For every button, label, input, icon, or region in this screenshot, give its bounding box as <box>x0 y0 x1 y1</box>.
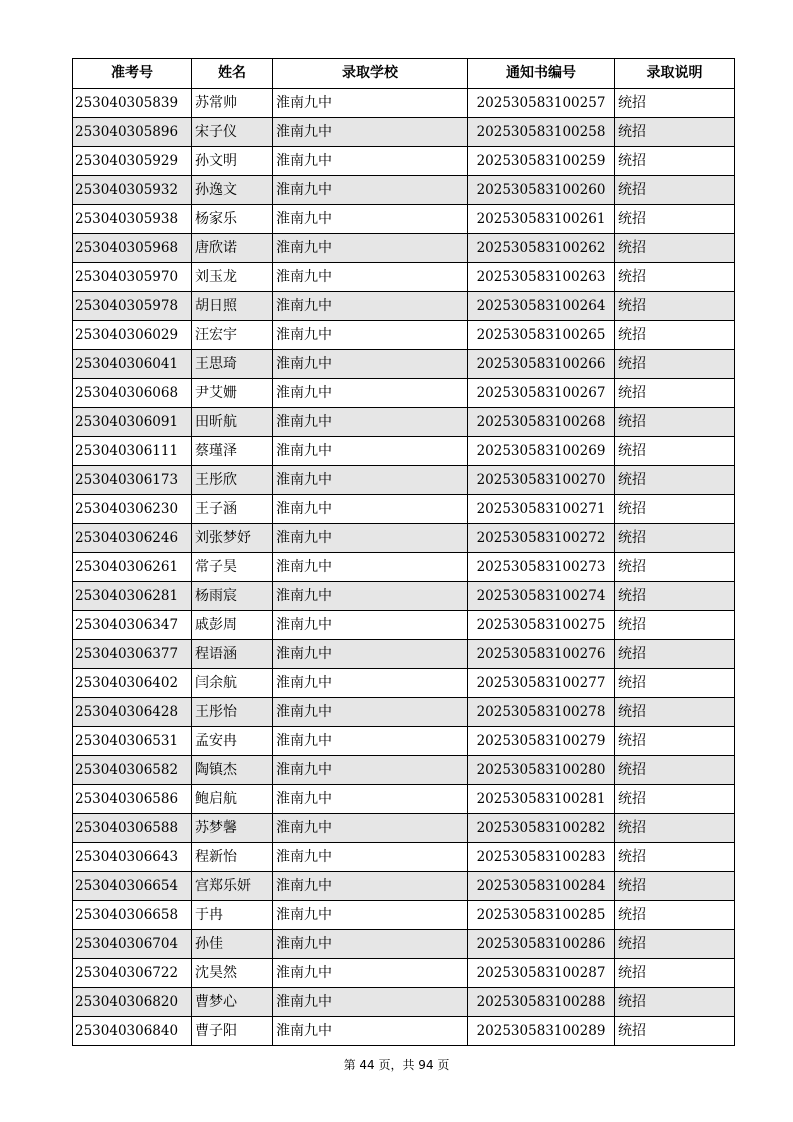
exam-number-cell: 253040305839 <box>73 89 192 118</box>
exam-number-cell: 253040305929 <box>73 147 192 176</box>
school-cell: 淮南九中 <box>273 263 468 292</box>
exam-number-cell: 253040306347 <box>73 611 192 640</box>
school-cell: 淮南九中 <box>273 814 468 843</box>
notice-number-cell: 202530583100288 <box>468 988 615 1017</box>
admission-note-cell: 统招 <box>615 640 735 669</box>
notice-number-cell: 202530583100276 <box>468 640 615 669</box>
notice-number-cell: 202530583100282 <box>468 814 615 843</box>
notice-number-cell: 202530583100274 <box>468 582 615 611</box>
name-cell: 刘张梦妤 <box>192 524 273 553</box>
school-cell: 淮南九中 <box>273 843 468 872</box>
admission-note-cell: 统招 <box>615 234 735 263</box>
name-cell: 戚彭周 <box>192 611 273 640</box>
school-cell: 淮南九中 <box>273 785 468 814</box>
notice-number-cell: 202530583100267 <box>468 379 615 408</box>
name-cell: 刘玉龙 <box>192 263 273 292</box>
name-cell: 孟安冉 <box>192 727 273 756</box>
name-cell: 杨雨宸 <box>192 582 273 611</box>
table-body <box>73 89 735 1046</box>
admission-note-cell: 统招 <box>615 582 735 611</box>
header-admission-note: 录取说明 <box>615 59 735 89</box>
table-row <box>73 553 735 582</box>
school-cell: 淮南九中 <box>273 89 468 118</box>
exam-number-cell: 253040306377 <box>73 640 192 669</box>
school-cell: 淮南九中 <box>273 640 468 669</box>
notice-number-cell: 202530583100264 <box>468 292 615 321</box>
table-row <box>73 698 735 727</box>
admission-table <box>72 58 735 1046</box>
table-row <box>73 437 735 466</box>
notice-number-cell: 202530583100266 <box>468 350 615 379</box>
school-cell: 淮南九中 <box>273 727 468 756</box>
table-row <box>73 147 735 176</box>
admission-note-cell: 统招 <box>615 988 735 1017</box>
table-header-row <box>73 59 735 89</box>
notice-number-cell: 202530583100269 <box>468 437 615 466</box>
school-cell: 淮南九中 <box>273 1017 468 1046</box>
admission-note-cell: 统招 <box>615 176 735 205</box>
exam-number-cell: 253040305978 <box>73 292 192 321</box>
exam-number-cell: 253040306820 <box>73 988 192 1017</box>
exam-number-cell: 253040306246 <box>73 524 192 553</box>
exam-number-cell: 253040306111 <box>73 437 192 466</box>
exam-number-cell: 253040306041 <box>73 350 192 379</box>
exam-number-cell: 253040306068 <box>73 379 192 408</box>
name-cell: 孙逸文 <box>192 176 273 205</box>
notice-number-cell: 202530583100261 <box>468 205 615 234</box>
school-cell: 淮南九中 <box>273 959 468 988</box>
admission-note-cell: 统招 <box>615 89 735 118</box>
notice-number-cell: 202530583100278 <box>468 698 615 727</box>
name-cell: 尹艾姗 <box>192 379 273 408</box>
admission-note-cell: 统招 <box>615 1017 735 1046</box>
name-cell: 苏梦馨 <box>192 814 273 843</box>
school-cell: 淮南九中 <box>273 495 468 524</box>
name-cell: 于冉 <box>192 901 273 930</box>
name-cell: 闫余航 <box>192 669 273 698</box>
school-cell: 淮南九中 <box>273 553 468 582</box>
school-cell: 淮南九中 <box>273 147 468 176</box>
table-row <box>73 263 735 292</box>
admission-note-cell: 统招 <box>615 524 735 553</box>
name-cell: 程语涵 <box>192 640 273 669</box>
exam-number-cell: 253040306091 <box>73 408 192 437</box>
notice-number-cell: 202530583100286 <box>468 930 615 959</box>
table-row <box>73 1017 735 1046</box>
admission-list <box>72 58 734 1046</box>
name-cell: 苏常帅 <box>192 89 273 118</box>
table-row <box>73 843 735 872</box>
school-cell: 淮南九中 <box>273 234 468 263</box>
admission-note-cell: 统招 <box>615 785 735 814</box>
name-cell: 程新怡 <box>192 843 273 872</box>
admission-note-cell: 统招 <box>615 408 735 437</box>
table-row <box>73 234 735 263</box>
notice-number-cell: 202530583100272 <box>468 524 615 553</box>
school-cell: 淮南九中 <box>273 901 468 930</box>
table-row <box>73 611 735 640</box>
notice-number-cell: 202530583100283 <box>468 843 615 872</box>
exam-number-cell: 253040305896 <box>73 118 192 147</box>
exam-number-cell: 253040306654 <box>73 872 192 901</box>
exam-number-cell: 253040305932 <box>73 176 192 205</box>
notice-number-cell: 202530583100263 <box>468 263 615 292</box>
school-cell: 淮南九中 <box>273 292 468 321</box>
table-row <box>73 785 735 814</box>
school-cell: 淮南九中 <box>273 988 468 1017</box>
admission-note-cell: 统招 <box>615 263 735 292</box>
name-cell: 蔡瑾泽 <box>192 437 273 466</box>
notice-number-cell: 202530583100260 <box>468 176 615 205</box>
table-row <box>73 292 735 321</box>
admission-note-cell: 统招 <box>615 698 735 727</box>
notice-number-cell: 202530583100257 <box>468 89 615 118</box>
name-cell: 宋子仪 <box>192 118 273 147</box>
name-cell: 田昕航 <box>192 408 273 437</box>
exam-number-cell: 253040306722 <box>73 959 192 988</box>
page-footer: 第 44 页，共 94 页 <box>343 1058 450 1072</box>
notice-number-cell: 202530583100258 <box>468 118 615 147</box>
exam-number-cell: 253040306261 <box>73 553 192 582</box>
admission-note-cell: 统招 <box>615 205 735 234</box>
school-cell: 淮南九中 <box>273 118 468 147</box>
notice-number-cell: 202530583100289 <box>468 1017 615 1046</box>
school-cell: 淮南九中 <box>273 205 468 234</box>
header-exam-number: 准考号 <box>73 59 192 89</box>
name-cell: 常子昊 <box>192 553 273 582</box>
table-row <box>73 669 735 698</box>
name-cell: 宫郑乐妍 <box>192 872 273 901</box>
notice-number-cell: 202530583100268 <box>468 408 615 437</box>
notice-number-cell: 202530583100262 <box>468 234 615 263</box>
exam-number-cell: 253040305968 <box>73 234 192 263</box>
exam-number-cell: 253040306582 <box>73 756 192 785</box>
table-row <box>73 930 735 959</box>
header-notice-number: 通知书编号 <box>468 59 615 89</box>
admission-note-cell: 统招 <box>615 437 735 466</box>
name-cell: 王子涵 <box>192 495 273 524</box>
table-row <box>73 727 735 756</box>
admission-note-cell: 统招 <box>615 147 735 176</box>
admission-note-cell: 统招 <box>615 872 735 901</box>
admission-note-cell: 统招 <box>615 321 735 350</box>
admission-note-cell: 统招 <box>615 669 735 698</box>
admission-note-cell: 统招 <box>615 727 735 756</box>
notice-number-cell: 202530583100280 <box>468 756 615 785</box>
notice-number-cell: 202530583100279 <box>468 727 615 756</box>
notice-number-cell: 202530583100265 <box>468 321 615 350</box>
admission-note-cell: 统招 <box>615 901 735 930</box>
school-cell: 淮南九中 <box>273 350 468 379</box>
exam-number-cell: 253040306402 <box>73 669 192 698</box>
admission-note-cell: 统招 <box>615 814 735 843</box>
school-cell: 淮南九中 <box>273 176 468 205</box>
table-row <box>73 901 735 930</box>
school-cell: 淮南九中 <box>273 466 468 495</box>
admission-note-cell: 统招 <box>615 118 735 147</box>
exam-number-cell: 253040306643 <box>73 843 192 872</box>
name-cell: 唐欣诺 <box>192 234 273 263</box>
exam-number-cell: 253040306281 <box>73 582 192 611</box>
notice-number-cell: 202530583100273 <box>468 553 615 582</box>
exam-number-cell: 253040306586 <box>73 785 192 814</box>
table-row <box>73 466 735 495</box>
name-cell: 胡日照 <box>192 292 273 321</box>
admission-note-cell: 统招 <box>615 495 735 524</box>
table-row <box>73 89 735 118</box>
name-cell: 杨家乐 <box>192 205 273 234</box>
table-row <box>73 582 735 611</box>
school-cell: 淮南九中 <box>273 408 468 437</box>
table-row <box>73 118 735 147</box>
header-school: 录取学校 <box>273 59 468 89</box>
exam-number-cell: 253040305938 <box>73 205 192 234</box>
school-cell: 淮南九中 <box>273 379 468 408</box>
table-row <box>73 524 735 553</box>
name-cell: 曹子阳 <box>192 1017 273 1046</box>
table-row <box>73 814 735 843</box>
notice-number-cell: 202530583100259 <box>468 147 615 176</box>
school-cell: 淮南九中 <box>273 930 468 959</box>
name-cell: 鲍启航 <box>192 785 273 814</box>
table-row <box>73 379 735 408</box>
school-cell: 淮南九中 <box>273 437 468 466</box>
admission-note-cell: 统招 <box>615 379 735 408</box>
exam-number-cell: 253040306588 <box>73 814 192 843</box>
name-cell: 孙文明 <box>192 147 273 176</box>
exam-number-cell: 253040305970 <box>73 263 192 292</box>
table-row <box>73 321 735 350</box>
name-cell: 孙佳 <box>192 930 273 959</box>
notice-number-cell: 202530583100287 <box>468 959 615 988</box>
name-cell: 王彤怡 <box>192 698 273 727</box>
exam-number-cell: 253040306428 <box>73 698 192 727</box>
name-cell: 沈昊然 <box>192 959 273 988</box>
admission-note-cell: 统招 <box>615 350 735 379</box>
school-cell: 淮南九中 <box>273 872 468 901</box>
admission-note-cell: 统招 <box>615 292 735 321</box>
school-cell: 淮南九中 <box>273 756 468 785</box>
table-row <box>73 205 735 234</box>
admission-note-cell: 统招 <box>615 843 735 872</box>
school-cell: 淮南九中 <box>273 582 468 611</box>
name-cell: 曹梦心 <box>192 988 273 1017</box>
table-row <box>73 176 735 205</box>
table-row <box>73 988 735 1017</box>
school-cell: 淮南九中 <box>273 321 468 350</box>
name-cell: 汪宏宇 <box>192 321 273 350</box>
exam-number-cell: 253040306704 <box>73 930 192 959</box>
school-cell: 淮南九中 <box>273 698 468 727</box>
notice-number-cell: 202530583100284 <box>468 872 615 901</box>
name-cell: 王思琦 <box>192 350 273 379</box>
notice-number-cell: 202530583100270 <box>468 466 615 495</box>
table-row <box>73 640 735 669</box>
table-row <box>73 959 735 988</box>
school-cell: 淮南九中 <box>273 611 468 640</box>
header-name: 姓名 <box>192 59 273 89</box>
admission-note-cell: 统招 <box>615 930 735 959</box>
admission-note-cell: 统招 <box>615 611 735 640</box>
table-row <box>73 350 735 379</box>
exam-number-cell: 253040306658 <box>73 901 192 930</box>
school-cell: 淮南九中 <box>273 669 468 698</box>
exam-number-cell: 253040306029 <box>73 321 192 350</box>
table-row <box>73 872 735 901</box>
admission-note-cell: 统招 <box>615 756 735 785</box>
notice-number-cell: 202530583100271 <box>468 495 615 524</box>
name-cell: 陶镇杰 <box>192 756 273 785</box>
exam-number-cell: 253040306531 <box>73 727 192 756</box>
notice-number-cell: 202530583100281 <box>468 785 615 814</box>
admission-note-cell: 统招 <box>615 553 735 582</box>
name-cell: 王彤欣 <box>192 466 273 495</box>
admission-note-cell: 统招 <box>615 466 735 495</box>
exam-number-cell: 253040306840 <box>73 1017 192 1046</box>
exam-number-cell: 253040306230 <box>73 495 192 524</box>
table-row <box>73 495 735 524</box>
notice-number-cell: 202530583100285 <box>468 901 615 930</box>
admission-note-cell: 统招 <box>615 959 735 988</box>
notice-number-cell: 202530583100275 <box>468 611 615 640</box>
table-row <box>73 756 735 785</box>
school-cell: 淮南九中 <box>273 524 468 553</box>
notice-number-cell: 202530583100277 <box>468 669 615 698</box>
table-row <box>73 408 735 437</box>
exam-number-cell: 253040306173 <box>73 466 192 495</box>
